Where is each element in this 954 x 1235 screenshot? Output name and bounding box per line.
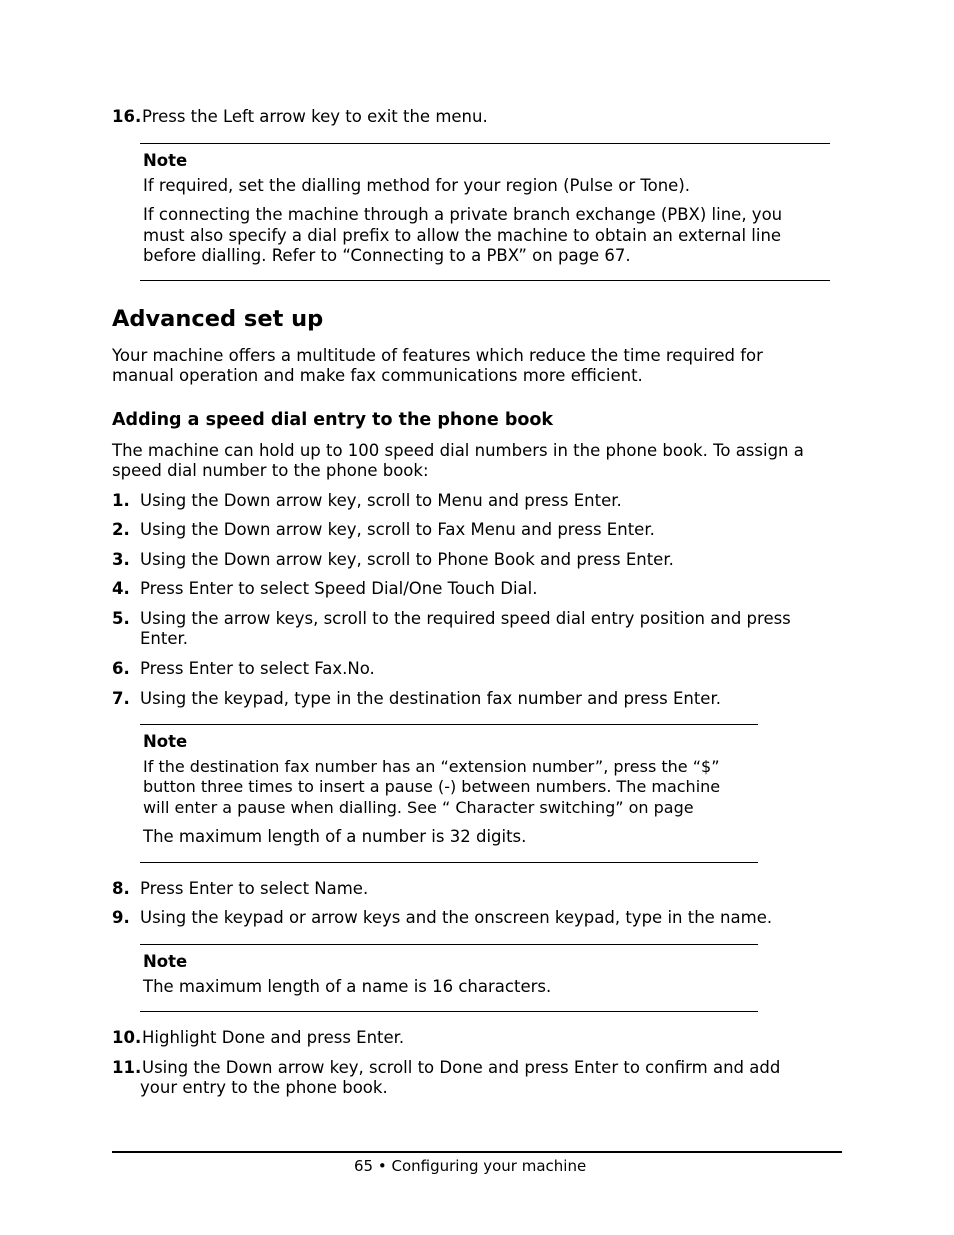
step-number: 6. [112,659,130,678]
step-text: Highlight Done and press Enter. [142,1028,405,1047]
step-text: Using the Down arrow key, scroll to Fax Menu and press Enter. [140,520,655,539]
note-text-line: If the destination fax number has an “extension number”, press the “$” [143,757,720,776]
step-number: 4. [112,579,130,598]
note-top-rule [140,724,758,725]
step-number: 10. [112,1028,142,1047]
note-bottom-rule [140,862,758,863]
note-heading: Note [143,732,188,751]
footer-rule [112,1151,842,1153]
step-number: 5. [112,609,130,628]
note-text-line: will enter a pause when dialling. See “ Character switching” on page [143,798,694,817]
note-text: The maximum length of a name is 16 characters. [143,977,552,996]
step-number: 2. [112,520,130,539]
note-text: If required, set the dialling method for your region (Pulse or Tone). [143,176,691,195]
note-top-rule [140,143,830,144]
note-text-line: must also specify a dial prefix to allow the machine to obtain an external line [143,226,782,245]
step-text: Press Enter to select Speed Dial/One Touch Dial. [140,579,538,598]
intro-line: manual operation and make fax communications more efficient. [112,366,643,385]
subsection-title: Adding a speed dial entry to the phone book [112,410,554,430]
step-text: Using the arrow keys, scroll to the required speed dial entry position and press [140,609,791,628]
intro-line: Your machine offers a multitude of features which reduce the time required for [112,346,763,365]
step-text: Using the keypad, type in the destination fax number and press Enter. [140,689,721,708]
step-text: Using the Down arrow key, scroll to Done and press Enter to confirm and add [142,1058,781,1077]
step-text: Using the keypad or arrow keys and the onscreen keypad, type in the name. [140,908,773,927]
step-text: Using the Down arrow key, scroll to Menu and press Enter. [140,491,622,510]
step-text: Enter. [140,629,189,648]
step-number: 8. [112,879,130,898]
step-text: your entry to the phone book. [140,1078,388,1097]
step-number: 7. [112,689,130,708]
note-text-line: If connecting the machine through a private branch exchange (PBX) line, you [143,205,783,224]
step-number: 1. [112,491,130,510]
step-number: 11. [112,1058,142,1077]
sub-intro-line: speed dial number to the phone book: [112,461,429,480]
note-heading: Note [143,151,188,170]
note-text-line: button three times to insert a pause (-) between numbers. The machine [143,777,721,796]
section-title: Advanced set up [112,306,324,332]
step-text: Press Enter to select Name. [140,879,369,898]
note-text: The maximum length of a number is 32 digits. [143,827,527,846]
step-number: 9. [112,908,130,927]
sub-intro-line: The machine can hold up to 100 speed dial numbers in the phone book. To assign a [112,441,804,460]
page-footer: 65 • Configuring your machine [354,1157,587,1175]
step-number: 16. [112,107,142,126]
step-number: 3. [112,550,130,569]
note-bottom-rule [140,280,830,281]
step-text: Press Enter to select Fax.No. [140,659,375,678]
note-text-line: before dialling. Refer to “Connecting to a PBX” on page 67. [143,246,631,265]
step-text: Press the Left arrow key to exit the menu. [142,107,488,126]
step-text: Using the Down arrow key, scroll to Phone Book and press Enter. [140,550,674,569]
note-bottom-rule [140,1011,758,1012]
note-top-rule [140,944,758,945]
note-heading: Note [143,952,188,971]
